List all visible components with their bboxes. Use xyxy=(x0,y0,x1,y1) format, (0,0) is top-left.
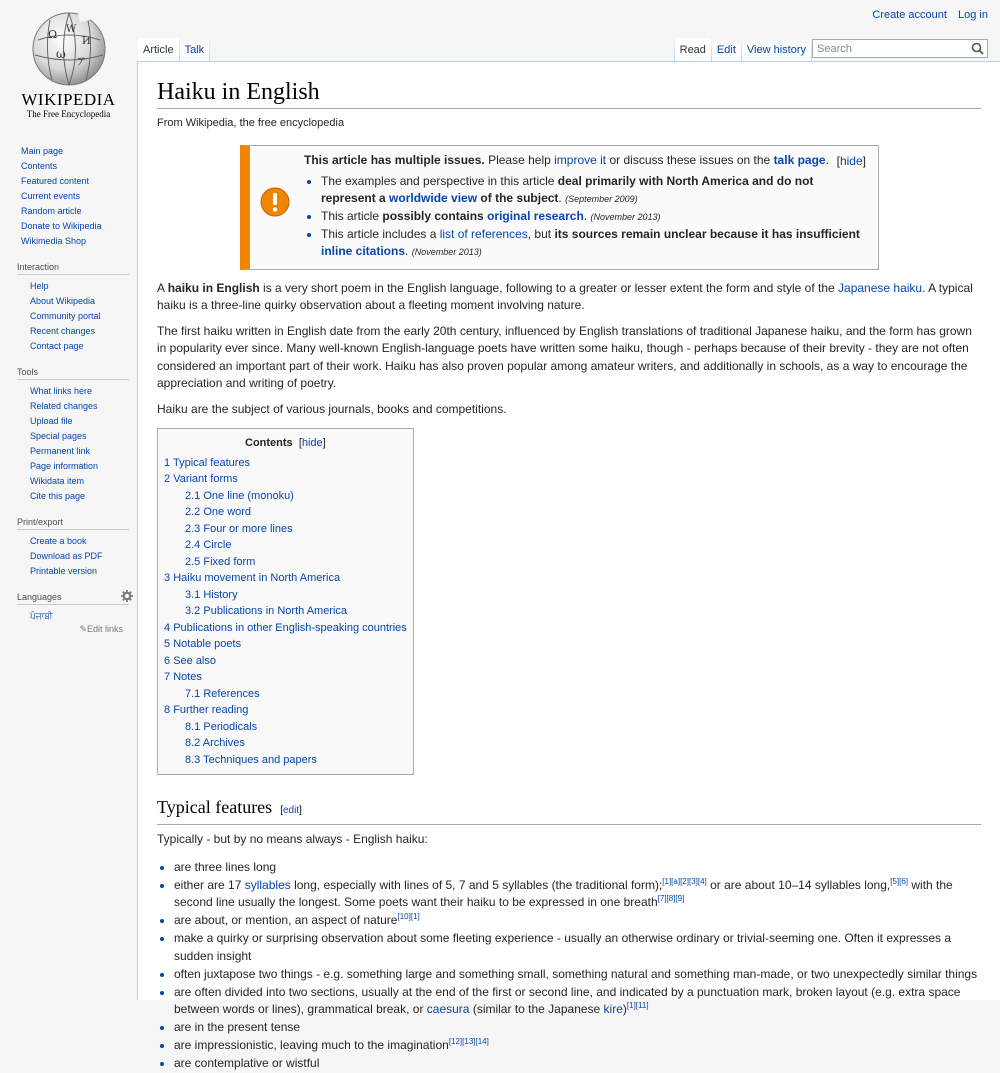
toc-item[interactable] xyxy=(164,570,407,587)
toc-text: See also xyxy=(173,654,216,667)
sidebar-item-contents[interactable]: Contents xyxy=(21,161,58,171)
sidebar-heading-interaction: Interaction xyxy=(17,259,129,275)
wikipedia-logo[interactable] xyxy=(0,0,137,130)
features-list xyxy=(157,859,981,1073)
toc-number: 5 xyxy=(164,638,171,650)
sidebar-heading-tools: Tools xyxy=(17,364,129,380)
japanese-haiku-link[interactable]: Japanese haiku xyxy=(838,280,923,295)
citation-ref[interactable]: [5][6] xyxy=(890,876,909,886)
toc-item[interactable] xyxy=(164,735,407,752)
kire-link[interactable]: kire xyxy=(603,1002,623,1016)
ambox-hide-toggle[interactable]: [hide] xyxy=(836,153,866,168)
toc-number: 2.4 xyxy=(185,539,201,551)
toc-title: Contents [hide] xyxy=(245,437,326,449)
toc-item[interactable] xyxy=(164,455,407,472)
toc-number: 3.2 xyxy=(185,605,201,617)
tab-article[interactable]: Article xyxy=(138,38,179,62)
sidebar-item-what-links-here[interactable]: What links here xyxy=(30,386,93,396)
toc-number: 2.5 xyxy=(185,555,201,568)
sidebar-interaction xyxy=(0,259,137,354)
toc-text: Typical features xyxy=(172,456,251,469)
sidebar-item-permanent-link[interactable]: Permanent link xyxy=(30,446,91,456)
svg-text:Ω: Ω xyxy=(48,28,58,41)
issue-inline-citations: • This article includes a list of references, but its sources remain unclear because it has insufficient inline citations. (November 2013) xyxy=(321,226,870,261)
toc-number: 8.2 xyxy=(185,737,201,749)
toc-number: 2.3 xyxy=(185,522,201,535)
multiple-issues-box xyxy=(240,145,879,270)
toc-text: Fixed form xyxy=(203,555,256,568)
toc-text: Haiku movement in North America xyxy=(173,572,341,584)
sidebar-item-cite-this-page[interactable]: Cite this page xyxy=(30,491,86,501)
toc-text: One word xyxy=(203,506,252,518)
toc-text: Four or more lines xyxy=(203,522,293,535)
logo-wordmark: WIKIPEDIA xyxy=(21,90,116,109)
toc-item[interactable] xyxy=(164,719,407,736)
tab-talk[interactable]: Talk xyxy=(180,38,210,62)
sidebar-item-download-as-pdf[interactable]: Download as PDF xyxy=(30,551,103,561)
toc-item[interactable] xyxy=(164,653,407,670)
svg-text:W: W xyxy=(66,24,77,35)
pencil-icon: ✎ xyxy=(79,624,87,634)
article-content xyxy=(137,61,1000,1070)
toc-text: Periodicals xyxy=(203,720,258,733)
toc-number: 7.1 xyxy=(185,687,201,700)
sidebar-languages xyxy=(0,589,137,635)
list-item: • make a quirky or surprising observation about some fleeting experience - usually an otherwise ordinary or trivial-seeming one. Often it expresses a sudden insight xyxy=(174,930,981,965)
sidebar-item-about-wikipedia[interactable]: About Wikipedia xyxy=(30,296,96,306)
toc-number: 8.1 xyxy=(185,720,201,733)
sidebar-print xyxy=(0,514,137,579)
list-item: • are often divided into two sections, usually at the end of the first or second line, and indicated by a punctuation mark, broken layout (e.g. extra space between words or lines), grammatical break, or caesura (similar to the Japanese kire)[1][11] xyxy=(174,984,981,1019)
list-item: • are in the present tense xyxy=(174,1019,981,1037)
talk-page-link[interactable]: talk page xyxy=(773,152,826,167)
ambox-issues xyxy=(304,173,870,261)
caesura-link[interactable]: caesura xyxy=(426,1002,470,1016)
sidebar-item-help[interactable]: Help xyxy=(30,281,49,291)
search-input[interactable] xyxy=(812,39,988,58)
sidebar-item-featured-content[interactable]: Featured content xyxy=(21,176,90,186)
original-research-link[interactable]: original research xyxy=(487,208,584,223)
syllables-link[interactable]: syllables xyxy=(244,877,291,892)
toc-number: 1 xyxy=(164,456,171,469)
toc-text: Further reading xyxy=(173,704,249,716)
sidebar-heading-print: Print/export xyxy=(17,514,129,530)
toc-text: Publications in other English-speaking countries xyxy=(173,621,407,634)
paragraph-subjects: Haiku are the subject of various journals, books and competitions. xyxy=(157,401,507,416)
toc-number: 8 xyxy=(164,704,171,716)
svg-text:И: И xyxy=(82,36,91,47)
toc-number: 8.3 xyxy=(185,753,201,766)
toc-text: Variant forms xyxy=(173,473,238,485)
sidebar-item-special-pages[interactable]: Special pages xyxy=(30,431,87,441)
list-item: • are impressionistic, leaving much to the imagination[12][13][14] xyxy=(174,1037,981,1055)
toc-number: 2 xyxy=(164,473,171,485)
sidebar-item-upload-file[interactable]: Upload file xyxy=(30,416,73,426)
toc-text: Notable poets xyxy=(173,638,242,650)
citation-ref[interactable]: [7][8][9] xyxy=(657,894,685,903)
toc-text: References xyxy=(203,687,260,700)
puzzle-globe-icon xyxy=(30,10,108,88)
toc-text: One line (monoku) xyxy=(203,489,294,502)
search-icon[interactable] xyxy=(971,42,984,55)
toc-item[interactable] xyxy=(164,686,407,703)
sidebar-item-wikimedia-shop[interactable]: Wikimedia Shop xyxy=(21,236,87,246)
logo-tagline: The Free Encyclopedia xyxy=(26,109,111,119)
sidebar-item-related-changes[interactable]: Related changes xyxy=(30,401,98,411)
sidebar-item-create-a-book[interactable]: Create a book xyxy=(30,536,87,546)
create-account-link[interactable]: Create account xyxy=(872,9,947,21)
svg-text:ア: ア xyxy=(76,57,86,68)
tab-read[interactable]: Read xyxy=(675,38,711,62)
citation-ref[interactable]: [10][1] xyxy=(397,912,420,921)
list-item: • are about, or mention, an aspect of nature[10][1] xyxy=(174,912,981,930)
tab-edit[interactable]: Edit xyxy=(712,38,741,62)
toc-item[interactable] xyxy=(164,636,407,653)
toc-number: 3 xyxy=(164,572,171,584)
section-edit-link[interactable]: edit xyxy=(282,805,300,816)
toc-item[interactable] xyxy=(164,752,407,769)
list-of-references-link[interactable]: list of references xyxy=(439,226,528,241)
sidebar-item-current-events[interactable]: Current events xyxy=(21,191,81,201)
page-title: Haiku in English xyxy=(157,78,981,109)
toc-item[interactable] xyxy=(164,554,407,571)
gear-icon[interactable] xyxy=(121,590,133,602)
sidebar-item-page-information[interactable]: Page information xyxy=(30,461,99,471)
svg-text:ω: ω xyxy=(56,47,66,61)
sidebar-item-recent-changes[interactable]: Recent changes xyxy=(30,326,96,336)
list-item: • are contemplative or wistful xyxy=(174,1055,981,1073)
warning-icon xyxy=(260,187,290,217)
sidebar-navigation xyxy=(0,138,137,249)
list-item: • often juxtapose two things - e.g. something large and something small, something natural and something man-made, or two unexpectedly similar things xyxy=(174,966,981,984)
sidebar-item-contact-page[interactable]: Contact page xyxy=(30,341,84,351)
improve-link[interactable]: improve it xyxy=(554,152,607,167)
toc-text: Notes xyxy=(173,671,202,683)
sidebar-heading-languages: Languages xyxy=(17,589,129,605)
paragraph-intro: A haiku in English is a very short poem in the English language, following to a greater or lesser extent the form and style of the Japanese haiku. A typical haiku is a three-line quirky observation about a fleeting moment involving nature. xyxy=(157,280,973,312)
toc-item[interactable] xyxy=(164,521,407,538)
toc-text: Publications in North America xyxy=(203,605,348,617)
toc-item[interactable] xyxy=(164,669,407,686)
toc-number: 2.2 xyxy=(185,506,201,518)
toc-number: 3.1 xyxy=(185,588,201,601)
tab-view-history[interactable]: View history xyxy=(742,38,811,62)
toc-item[interactable] xyxy=(164,620,407,637)
sidebar-item-donate-to-wikipedia[interactable]: Donate to Wikipedia xyxy=(21,221,102,231)
sidebar-tools xyxy=(0,364,137,504)
toc-item[interactable] xyxy=(164,471,407,488)
login-link[interactable]: Log in xyxy=(958,9,988,21)
toc-item[interactable] xyxy=(164,504,407,521)
namespace-tabs xyxy=(138,38,210,62)
toc-item[interactable] xyxy=(164,587,407,604)
sidebar-item-wikidata-item[interactable]: Wikidata item xyxy=(30,476,85,486)
site-subtitle: From Wikipedia, the free encyclopedia xyxy=(157,117,345,129)
edit-links[interactable]: ✎Edit links xyxy=(79,624,123,634)
sidebar-item-printable-version[interactable]: Printable version xyxy=(30,566,98,576)
language-link-item-0[interactable]: ਪੰਜਾਬੀ xyxy=(30,611,53,621)
search-placeholder: Search xyxy=(817,43,852,55)
paragraph-history: The first haiku written in English date from the early 20th century, influenced by English translations of traditional Japanese haiku, and the form has grown in popularity ever since. Many well-known English-language poets have written some haiku, though - perhaps because of their brevity - they are not often considered an important part of their work. Haiku has also proven popular among amateur writers, and additionally in schools, as a way to encourage the appreciation and writing of poetry. xyxy=(157,323,972,390)
toc-item[interactable] xyxy=(164,537,407,554)
personal-tools xyxy=(864,9,988,21)
toc-text: Techniques and papers xyxy=(203,753,317,766)
toc-item[interactable] xyxy=(164,702,407,719)
toc-number: 6 xyxy=(164,654,171,667)
list-item: • either are 17 syllables long, especially with lines of 5, 7 and 5 syllables (the traditional form);[1][a][2][3][4] or are about 10–14 syllables long,[5][6] with the second line usually the longest. Some poets want their haiku to be expressed in one breath[7][8][9] xyxy=(174,877,981,912)
table-of-contents xyxy=(157,428,414,775)
toc-number: 2.1 xyxy=(185,489,201,502)
citation-ref[interactable]: [12][13][14] xyxy=(448,1037,489,1046)
section-heading-typical-features: Typical features [edit] xyxy=(157,795,981,825)
toc-text: Circle xyxy=(203,539,232,551)
sidebar xyxy=(0,138,137,645)
toc-text: History xyxy=(203,588,238,601)
worldwide-view-link[interactable]: worldwide view xyxy=(389,190,478,205)
citation-ref[interactable]: [1][11] xyxy=(626,1001,649,1010)
toc-text: Archives xyxy=(202,737,245,749)
ambox-header: This article has multiple issues. Please help improve it or discuss these issues on the talk page. xyxy=(304,152,829,167)
section-intro: Typically - but by no means always - English haiku: xyxy=(157,832,428,846)
citation-ref[interactable]: [1][a][2][3][4] xyxy=(662,876,707,886)
toc-number: 7 xyxy=(164,671,171,683)
view-tabs xyxy=(674,38,812,62)
issue-original-research: • This article possibly contains original research. (November 2013) xyxy=(321,208,870,226)
toc-item[interactable] xyxy=(164,603,407,620)
toc-hide-toggle[interactable]: hide xyxy=(301,437,323,449)
toc-item[interactable] xyxy=(164,488,407,505)
sidebar-item-main-page[interactable]: Main page xyxy=(21,146,64,156)
sidebar-item-random-article[interactable]: Random article xyxy=(21,206,82,216)
list-item: • are three lines long xyxy=(174,859,981,877)
toc-number: 4 xyxy=(164,621,171,634)
issue-worldwide-view: • The examples and perspective in this article deal primarily with North America and do not represent a worldwide view of the subject. (September 2009) xyxy=(321,173,870,208)
inline-citations-link[interactable]: inline citations xyxy=(321,243,406,258)
sidebar-item-community-portal[interactable]: Community portal xyxy=(30,311,101,321)
